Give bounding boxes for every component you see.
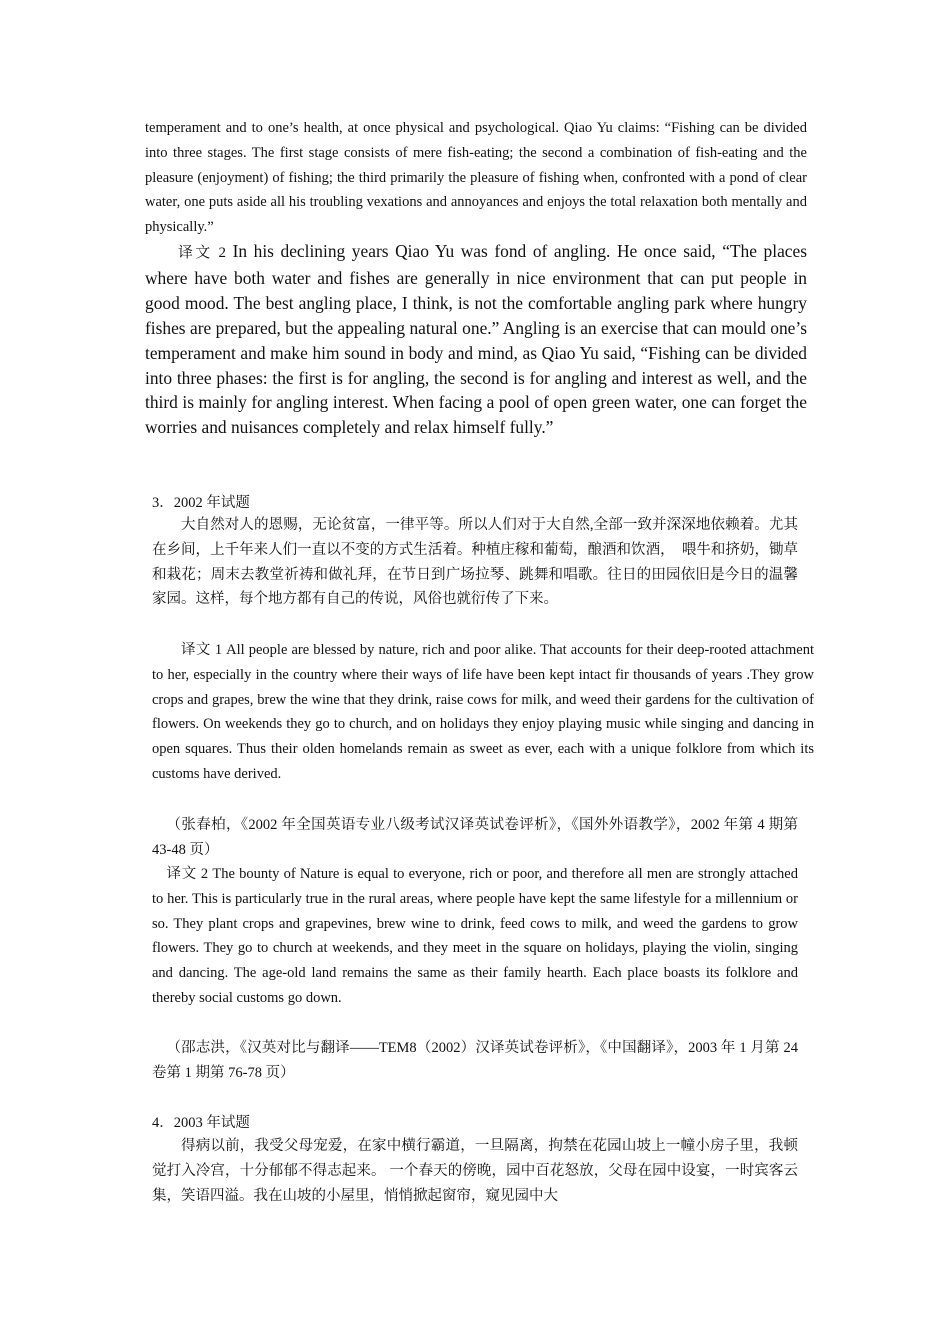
- paragraph-fishing-stages: temperament and to one’s health, at once physical and psychological. Qiao Yu claims: “Fishing can be divided into three stages. The first stage consists of mere fish-eating; the second a combination of fish-eating and the pleasure (enjoyment) of fishing; the third primarily the pleasure of fishing when, confronted with a pond of clear water, one puts aside all his troubling vexations and annoyances and enjoys the total relaxation both mentally and physically.”: [145, 120, 807, 236]
- translation-1-2002: 译文 1 All people are blessed by nature, rich and poor alike. That accounts for their deep-rooted attachment to her, especially in the country where their ways of life have been kept intact fir thousands of years .They grow crops and grapes, brew the wine that they drink, raise cows for milk, and weed their gardens for the cultivation of flowers. On weekends they go to church, and on holidays they enjoy playing music while singing and dancing in open squares. Thus their olden homelands remain as sweet as ever, each with a unique folklore from which its customs have derived.: [152, 642, 814, 782]
- reference-shao-zhihong: （邵志洪，《汉英对比与翻译——TEM8（2002）汉译英试卷评析》，《中国翻译》，2003 年 1 月第 24 卷第 1 期第 76-78 页）: [152, 1040, 798, 1081]
- paragraph-translation-2-angling: [145, 239, 807, 440]
- section-heading-2002: 3．2002 年试题: [152, 495, 250, 511]
- translation-text: In his declining years Qiao Yu was fond of angling. He once said, “The places where have both water and fishes are generally in nice environment that can put people in good mood. The best angling place, I think, is not the comfortable angling park where hungry fishes are prepared, but the appealing natural one.” Angling is an exercise that can mould one’s temperament and make him sound in body and mind, as Qiao Yu said, “Fishing can be divided into three phases: the first is for angling, the second is for angling and interest as well, and the third is mainly for angling interest. When facing a pool of open green water, one can forget the worries and nuisances completely and relax himself fully.”: [145, 241, 807, 438]
- chinese-source-2002: 大自然对人的恩赐，无论贫富，一律平等。所以人们对于大自然,全部一致并深深地依赖着。尤其在乡间，上千年来人们一直以不变的方式生活着。种植庄稼和葡萄，酿酒和饮酒， 喂牛和挤奶，锄草和栽花；周末去教堂祈祷和做礼拜，在节日到广场拉琴、跳舞和唱歌。往日的田园依旧是今日的温馨家园。这样，每个地方都有自己的传说，风俗也就衍传了下来。: [152, 517, 798, 608]
- translation-label: 译文 2: [178, 245, 226, 261]
- section-heading-2003: 4．2003 年试题: [152, 1115, 250, 1131]
- translation-2-2002: 译文 2 The bounty of Nature is equal to everyone, rich or poor, and therefore all men are strongly attached to her. This is particularly true in the rural areas, where people have kept the same lifestyle for a millennium or so. They plant crops and grapevines, brew wine to drink, feed cows to milk, and weed the gardens to grow flowers. They go to church at weekends, and they meet in the square on holidays, playing the violin, singing and dancing. The age-old land remains the same as their family hearth. Each place boasts its folklore and thereby social customs go down.: [152, 866, 798, 1006]
- reference-zhang-chunbai: （张春柏，《2002 年全国英语专业八级考试汉译英试卷评析》，《国外外语教学》，2002 年第 4 期第 43-48 页）: [152, 817, 798, 858]
- chinese-source-2003: 得病以前，我受父母宠爱，在家中横行霸道，一旦隔离，拘禁在花园山坡上一幢小房子里，我顿觉打入冷宫，十分郁郁不得志起来。 一个春天的傍晚，园中百花怒放，父母在园中设宴，一时宾客云集，笑语四溢。我在山坡的小屋里，悄悄掀起窗帘，窥见园中大: [152, 1138, 798, 1204]
